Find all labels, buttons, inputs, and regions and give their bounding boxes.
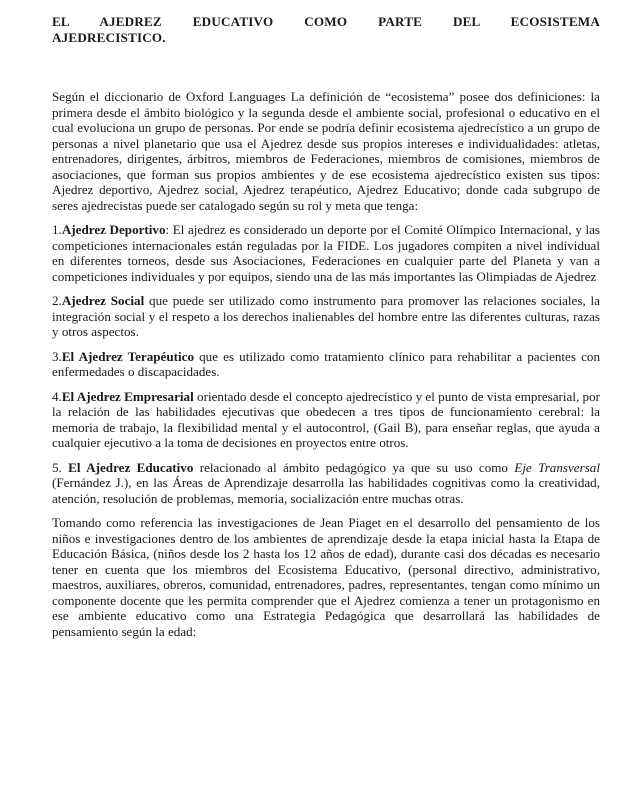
item-term: El Ajedrez Educativo — [68, 459, 194, 475]
item-number: 2. — [52, 293, 62, 308]
title-line-1: EL AJEDREZ EDUCATIVO COMO PARTE DEL ECOSISTEMA — [52, 14, 600, 29]
item-term: El Ajedrez Terapéutico — [61, 348, 195, 364]
intro-paragraph: Según el diccionario de Oxford Languages La definición de “ecosistema” posee dos definiciones: la primera desde el ámbito biológico y la segunda desde el ambiente social, profesional o educativo en el cual evoluciona un grupo de personas. Por ende se podría definir ecosistema ajedrecístico a un grupo de personas a nivel planetario que usa el Ajedrez desde sus propios intereses e individualidades: atletas, entrenadores, dirigentes, árbitros, miembros de Federaciones, miembros de comisiones, miembros de asociaciones, que forman sus propios ambientes y de ese ecosistema ajedrecístico existen sus tipos: Ajedrez deportivo, Ajedrez social, Ajedrez terapéutico, Ajedrez Educativo; donde cada subgrupo de seres ajedrecistas puede ser catalogado según su rol y meta que tenga: — [52, 89, 600, 213]
list-item-educativo — [52, 460, 600, 507]
item-term: Ajedrez Deportivo — [61, 222, 166, 237]
item-text: que puede ser utilizado como instrumento para promover las relaciones sociales, la integración social y el respeto a los derechos inalienables del hombre entre las diferentes culturas, razas y otros aspectos. — [52, 293, 600, 339]
closing-paragraph: Tomando como referencia las investigaciones de Jean Piaget en el desarrollo del pensamiento de los niños e investigaciones dentro de los ambientes de aprendizaje desde la etapa inicial hasta la Etapa de Educación Básica, (niños desde los 2 hasta los 12 años de edad), durante casi dos décadas es necesario tener en cuenta que los miembros del Ecosistema Educativo, (personal directivo, administrativo, maestros, auxiliares, obreros, comunidad, entrenadores, padres, representantes, tengan como mínimo un componente docente que les permita comprender que el Ajedrez comienza a tener un protagonismo en ese ambiente educativo como una Estrategia Pedagógica que desarrollará las habilidades de pensamiento según la edad: — [52, 515, 600, 639]
list-item-terapeutico — [52, 349, 600, 380]
item-term: El Ajedrez Empresarial — [61, 388, 194, 404]
item-text: relacionado al ámbito pedagógico ya que su uso como — [193, 459, 515, 475]
item-term: Ajedrez Social — [61, 293, 145, 308]
item-text: : El ajedrez es considerado un deporte por el Comité Olímpico Internacional, y las competiciones internacionales están reguladas por la FIDE. Los jugadores compiten a nivel individual en diferentes torneos, desde sus Asociaciones, Federaciones en cualquier parte del Planeta y van a competiciones individuales y por equipos, siendo una de las más importantes las Olimpiadas de Ajedrez — [52, 222, 600, 284]
item-number: 1. — [52, 222, 62, 237]
list-item-social — [52, 293, 600, 340]
item-number: 3. — [52, 348, 62, 364]
item-text: (Fernández J.), en las Áreas de Aprendizaje desarrolla las habilidades cognitivas como la creatividad, atención, resolución de problemas, memoria, socialización entre muchas otras. — [52, 475, 600, 506]
title-line-2: AJEDRECISTICO. — [52, 29, 166, 45]
list-item-deportivo — [52, 222, 600, 284]
item-text: que es utilizado como tratamiento clínico para rehabilitar a pacientes con enfermedades o discapacidades. — [52, 348, 600, 379]
item-number: 5. — [52, 459, 69, 475]
item-emphasis: Eje Transversal — [514, 459, 600, 475]
item-number: 4. — [52, 388, 62, 404]
item-text: orientado desde el concepto ajedrecístico y el punto de vista empresarial, por la relación de las habilidades ejecutivas que obedecen a tres tipos de funcionamiento cerebral: la memoria de trabajo, la flexibilidad mental y el autocontrol, (Gail B), para enseñar reglas, que ayuda a cualquier ejecutivo a la toma de decisiones en proyectos entre otros. — [52, 388, 601, 450]
document-title — [52, 14, 600, 45]
list-item-empresarial — [52, 389, 600, 451]
